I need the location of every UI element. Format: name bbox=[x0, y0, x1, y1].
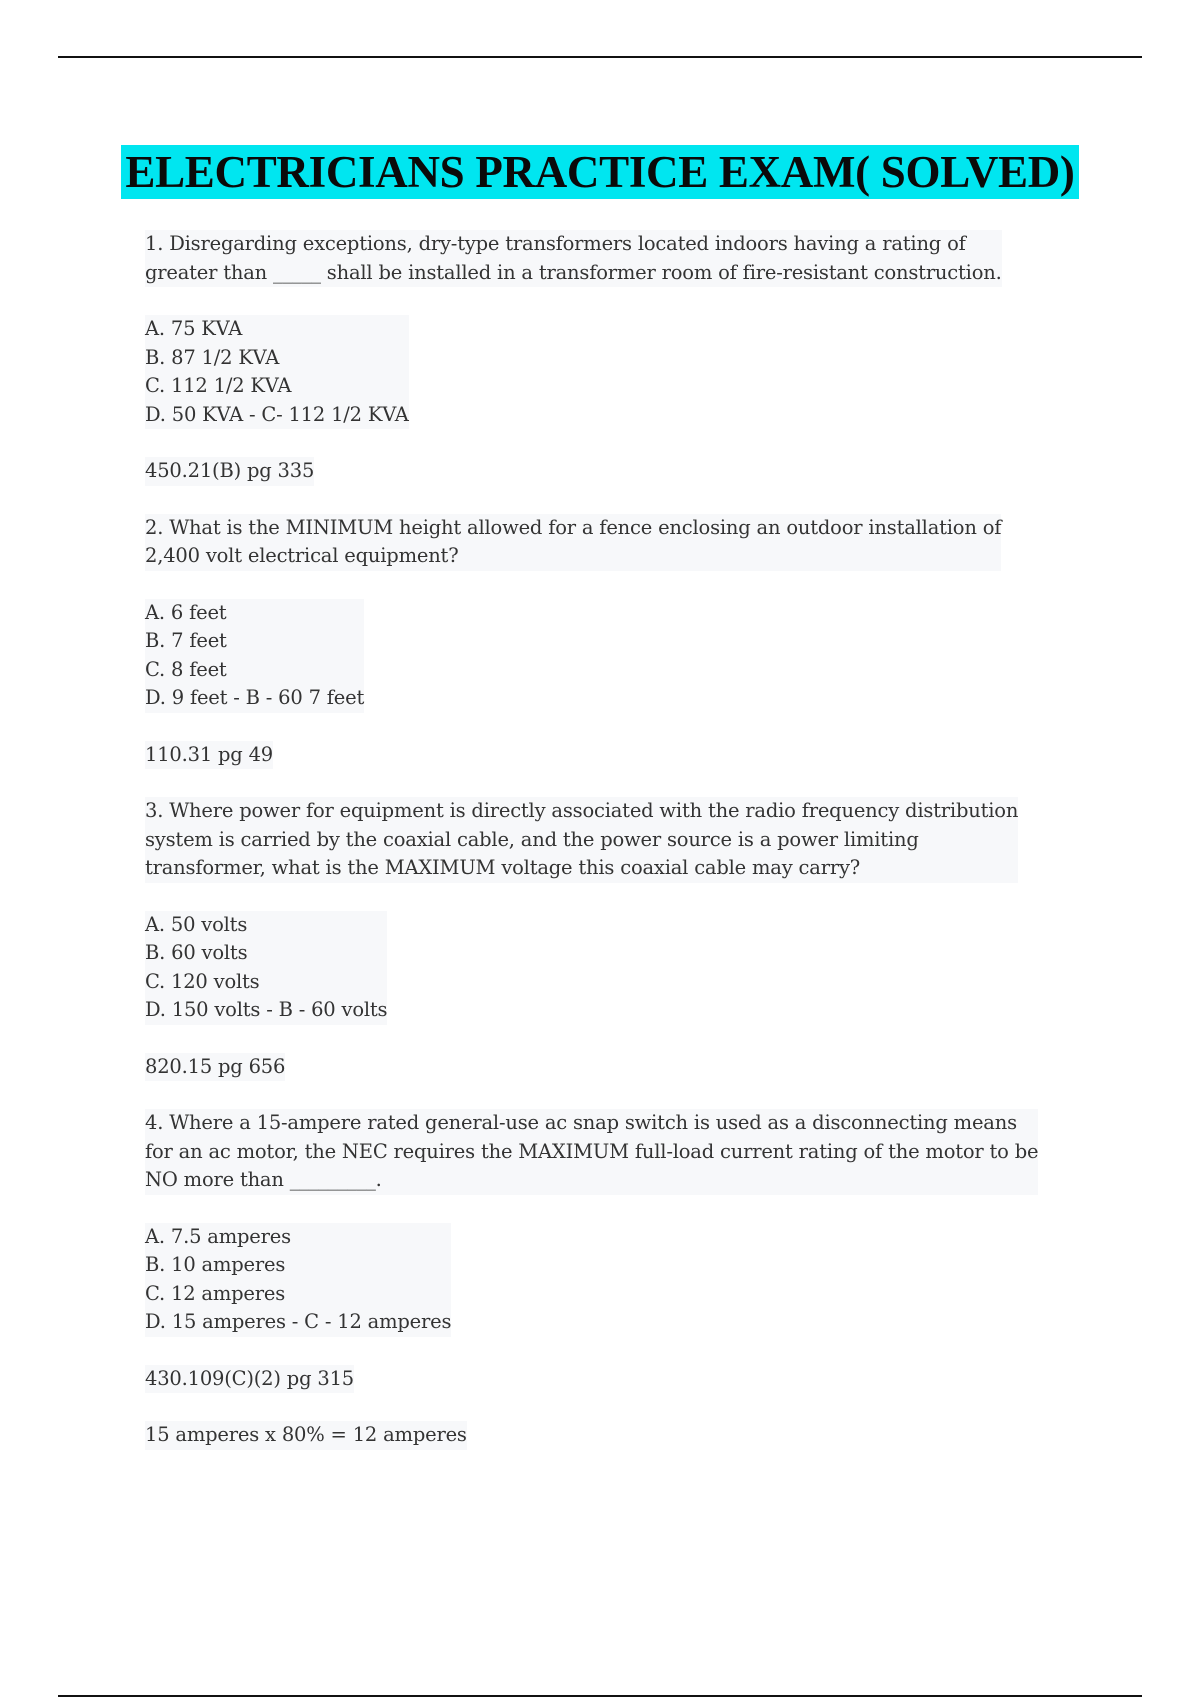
question-line: transformer, what is the MAXIMUM voltage this coaxial cable may carry? bbox=[145, 856, 861, 879]
question-line: system is carried by the coaxial cable, and the power source is a power limiting bbox=[145, 827, 919, 851]
question-text bbox=[145, 514, 1001, 571]
reference-note bbox=[145, 741, 1085, 770]
question-text bbox=[145, 230, 1002, 287]
title-container bbox=[0, 145, 1200, 199]
option-d-with-answer: D. 9 feet - B - 60 7 feet bbox=[145, 686, 365, 709]
header-rule bbox=[58, 56, 1142, 58]
reference-note bbox=[145, 1365, 1085, 1394]
question-line: greater than _____ shall be installed in a transformer room of fire-resistant construction. bbox=[145, 260, 1002, 284]
exam-content bbox=[145, 230, 1085, 1478]
reference-text: 820.15 pg 656 bbox=[145, 1053, 285, 1082]
question-1 bbox=[145, 230, 1085, 486]
option-c: C. 8 feet bbox=[145, 657, 227, 681]
option-d-with-answer: D. 150 volts - B - 60 volts bbox=[145, 998, 388, 1021]
question-line: 2,400 volt electrical equipment? bbox=[145, 544, 459, 567]
option-d-with-answer: D. 50 KVA - C- 112 1/2 KVA bbox=[145, 402, 409, 426]
option-a: A. 75 KVA bbox=[145, 317, 243, 340]
question-3 bbox=[145, 797, 1085, 1081]
option-c: C. 120 volts bbox=[145, 969, 260, 993]
question-2 bbox=[145, 514, 1085, 770]
footer-rule bbox=[58, 1695, 1142, 1697]
question-line: for an ac motor, the NEC requires the MAXIMUM full-load current rating of the motor to be bbox=[145, 1139, 1039, 1163]
option-a: A. 6 feet bbox=[145, 600, 227, 624]
reference-text: 450.21(B) pg 335 bbox=[145, 457, 314, 486]
reference-note bbox=[145, 1053, 1085, 1082]
calculation-note bbox=[145, 1421, 1085, 1450]
option-a: A. 7.5 amperes bbox=[145, 1224, 291, 1248]
question-line: 1. Disregarding exceptions, dry-type transformers located indoors having a rating of bbox=[145, 232, 966, 255]
page-title: ELECTRICIANS PRACTICE EXAM( SOLVED) bbox=[121, 145, 1078, 199]
question-line: 4. Where a 15-ampere rated general-use ac snap switch is used as a disconnecting means bbox=[145, 1111, 1017, 1134]
option-b: B. 60 volts bbox=[145, 941, 248, 964]
option-b: B. 7 feet bbox=[145, 629, 227, 652]
option-c: C. 12 amperes bbox=[145, 1281, 286, 1305]
reference-text: 430.109(C)(2) pg 315 bbox=[145, 1365, 354, 1394]
answer-options bbox=[145, 315, 409, 429]
option-c: C. 112 1/2 KVA bbox=[145, 374, 292, 397]
answer-options bbox=[145, 1223, 451, 1337]
option-b: B. 87 1/2 KVA bbox=[145, 345, 280, 369]
question-line: 3. Where power for equipment is directly associated with the radio frequency distribution bbox=[145, 799, 1019, 822]
question-text bbox=[145, 1109, 1038, 1195]
question-line: 2. What is the MINIMUM height allowed for a fence enclosing an outdoor installation of bbox=[145, 515, 1002, 539]
option-d-with-answer: D. 15 amperes - C - 12 amperes bbox=[145, 1310, 452, 1333]
answer-options bbox=[145, 911, 387, 1025]
option-b: B. 10 amperes bbox=[145, 1253, 286, 1276]
answer-options bbox=[145, 599, 364, 713]
calculation-text: 15 amperes x 80% = 12 amperes bbox=[145, 1421, 467, 1450]
question-text bbox=[145, 797, 1018, 883]
reference-note bbox=[145, 457, 1085, 486]
question-4 bbox=[145, 1109, 1085, 1450]
reference-text: 110.31 pg 49 bbox=[145, 741, 273, 770]
question-line: NO more than _________. bbox=[145, 1168, 382, 1191]
option-a: A. 50 volts bbox=[145, 912, 248, 936]
